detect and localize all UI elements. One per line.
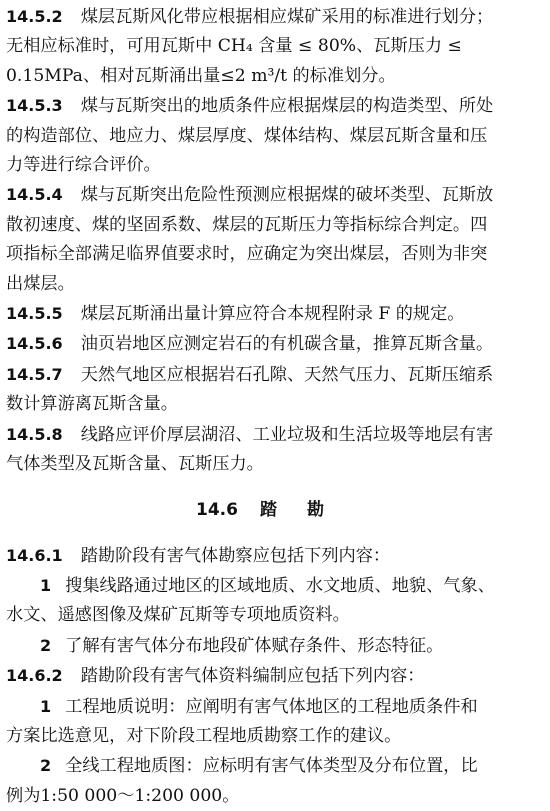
item-text: 全线工程地质图：应标明有害气体类型及分布位置，比 [65,756,478,777]
clause-number: 14.5.5 [6,304,63,324]
clause-14-5-7 [6,360,544,420]
clause-14-5-5 [6,299,544,329]
clause-text: 煤与瓦斯突出的地质条件应根据煤层的构造类型、所处 [80,96,494,117]
item-text: 水文、遥感图像及煤矿瓦斯等专项地质资料。 [6,605,350,626]
clause-text: 出煤层。 [6,273,75,294]
clause-text: 线路应评价厚层湖沼、工业垃圾和生活垃圾等地层有害 [80,424,494,445]
clause-text: 气体类型及瓦斯含量、瓦斯压力。 [6,454,264,475]
clause-text: 煤层瓦斯涌出量计算应符合本规程附录 F 的规定。 [80,304,465,325]
clause-text: 项指标全部满足临界值要求时，应确定为突出煤层，否则为非突 [6,244,488,265]
item-text: 例为1:50 000～1:200 000。 [6,785,240,806]
clause-14-5-3 [6,91,544,180]
clause-number: 14.5.6 [6,334,63,354]
clause-14-5-2 [6,2,544,91]
clause-text: 煤与瓦斯突出危险性预测应根据煤的破坏类型、瓦斯放 [80,185,494,206]
clause-text: 煤层瓦斯风化带应根据相应煤矿采用的标准进行划分； [80,7,494,27]
clause-14-5-6 [6,329,544,359]
clause-number: 14.5.8 [6,424,63,444]
clause-number: 14.6.2 [6,666,63,686]
clause-text: 踏勘阶段有害气体勘察应包括下列内容： [80,545,391,566]
clause-number: 14.6.1 [6,545,63,565]
list-item [6,692,544,752]
item-number: 1 [40,696,52,716]
item-number: 2 [40,635,52,655]
clause-text: 力等进行综合评价。 [6,155,161,176]
clause-number: 14.5.2 [6,7,63,26]
clause-text: 无相应标准时，可用瓦斯中 CH₄ 含量 ≤ 80%、瓦斯压力 ≤ [6,36,462,57]
item-number: 2 [40,756,52,776]
list-item [6,751,544,811]
clause-14-5-4 [6,180,544,299]
item-text: 工程地质说明：应阐明有害气体地区的工程地质条件和 [65,696,478,717]
clause-text: 的构造部位、地应力、煤层厚度、煤体结构、煤层瓦斯含量和压 [6,125,488,146]
section-title: 踏勘 [259,499,354,520]
clause-text: 散初速度、煤的坚固系数、煤层的瓦斯压力等指标综合判定。四 [6,214,488,235]
clause-number: 14.5.4 [6,185,63,205]
clause-text: 数计算游离瓦斯含量。 [6,394,178,415]
clause-number: 14.5.7 [6,364,63,384]
item-number: 1 [40,575,52,595]
clause-14-5-8 [6,420,544,480]
list-item [6,571,544,631]
item-text: 搜集线路通过地区的区域地质、水文地质、地貌、气象、 [65,575,495,596]
clause-text: 油页岩地区应测定岩石的有机碳含量，推算瓦斯含量。 [80,334,494,355]
item-text: 了解有害气体分布地段矿体赋存条件、形态特征。 [65,635,444,656]
clause-number: 14.5.3 [6,96,63,116]
list-item [6,631,544,661]
section-number: 14.6 [196,499,238,520]
clause-text: 踏勘阶段有害气体资料编制应包括下列内容： [80,666,425,687]
clause-text: 0.15MPa、相对瓦斯涌出量≤2 m³/t 的标准划分。 [6,65,396,86]
clause-14-6-2 [6,661,544,691]
clause-14-6-1 [6,541,544,571]
section-heading [6,482,544,538]
item-text: 方案比选意见，对下阶段工程地质勘察工作的建议。 [6,725,402,746]
clause-text: 天然气地区应根据岩石孔隙、天然气压力、瓦斯压缩系 [80,364,494,385]
